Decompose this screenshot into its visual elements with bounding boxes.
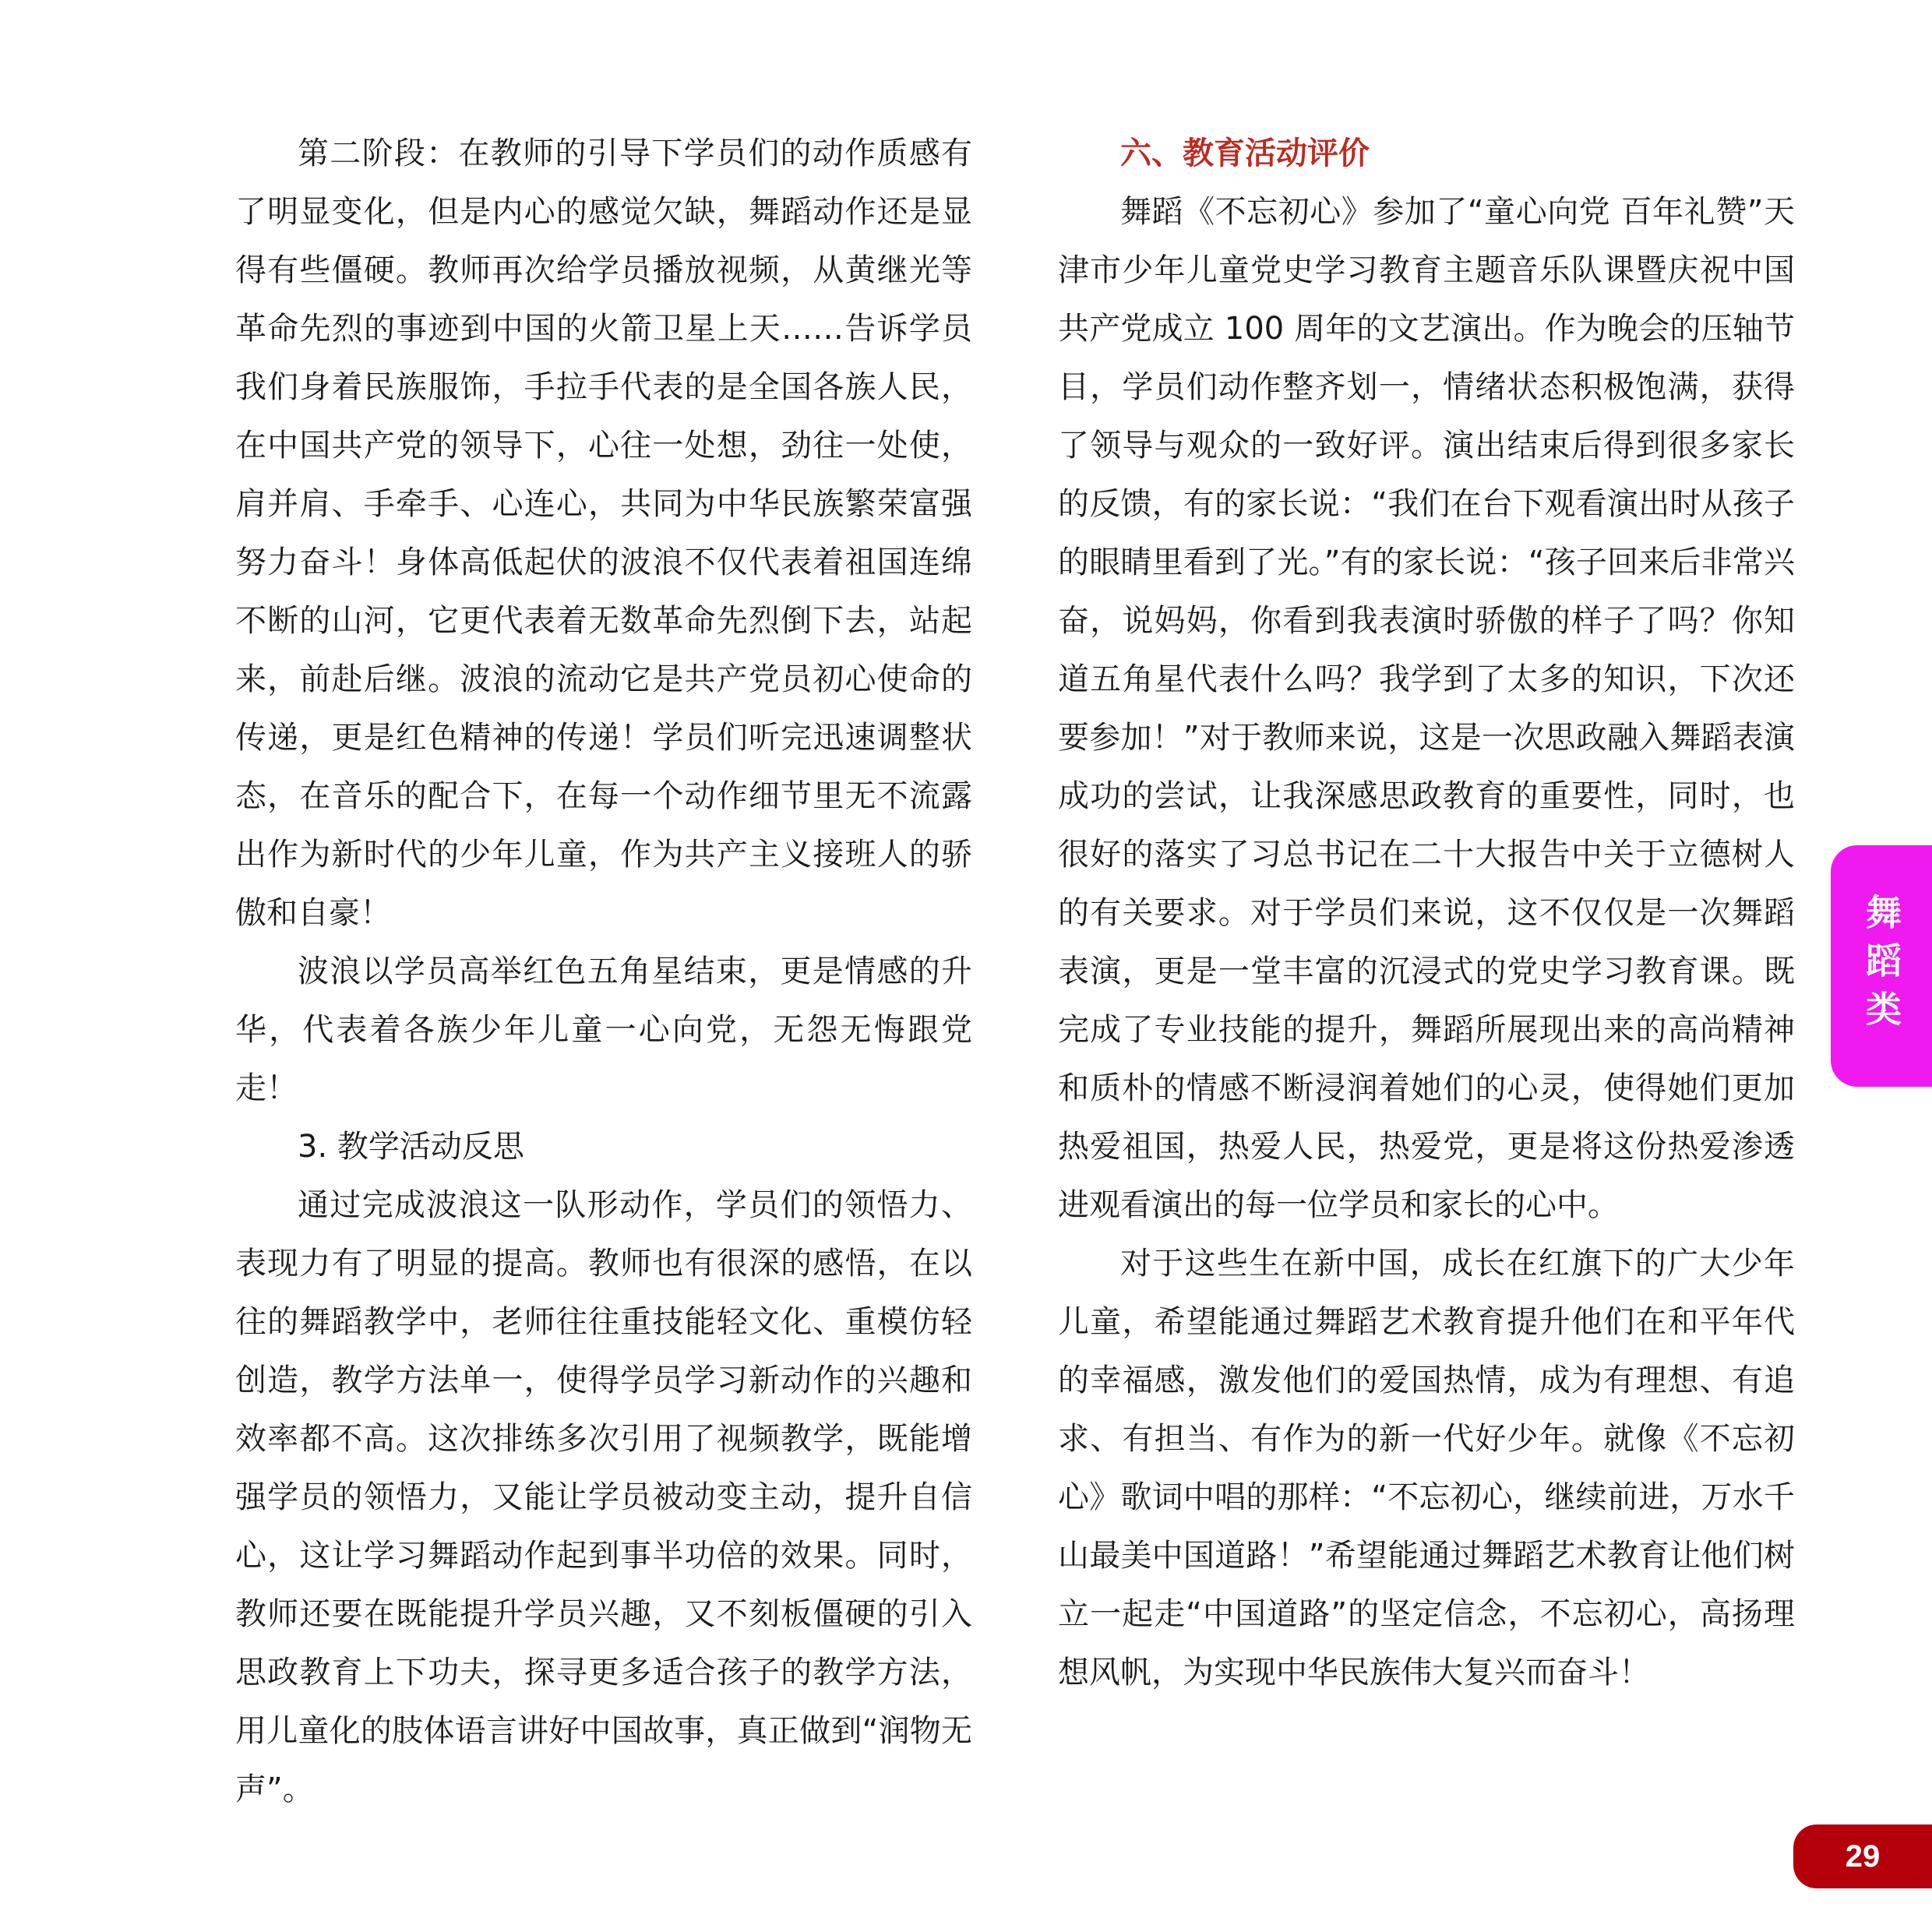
right-column xyxy=(1058,125,1795,1702)
subsection-heading: 3. 教学活动反思 xyxy=(298,1129,524,1165)
section-heading: 六、教育活动评价 xyxy=(1120,136,1370,171)
body-paragraph: 通过完成波浪这一队形动作，学员们的领悟力、表现力有了明显的提高。教师也有很深的感悟，在以往的舞蹈教学中，老师往往重技能轻文化、重模仿轻创造，教学方法单一，使得学员学习新动作的兴趣和效率都不高。这次排练多次引用了视频教学，既能增强学员的领悟力，又能让学员被动变主动，提升自信心，这让学习舞蹈动作起到事半功倍的效果。同时，教师还要在既能提升学员兴趣，又不刻板僵硬的引入思政教育上下功夫，探寻更多适合孩子的教学方法，用儿童化的肢体语言讲好中国故事，真正做到“润物无声”。 xyxy=(235,1187,972,1807)
page-number: 29 xyxy=(1845,1839,1881,1874)
left-column xyxy=(235,125,972,1819)
body-paragraph: 波浪以学员高举红色五角星结束，更是情感的升华，代表着各族少年儿童一心向党，无怨无悔跟党走！ xyxy=(235,954,972,1106)
body-paragraph: 第二阶段：在教师的引导下学员们的动作质感有了明显变化，但是内心的感觉欠缺，舞蹈动作还是显得有些僵硬。教师再次给学员播放视频，从黄继光等革命先烈的事迹到中国的火箭卫星上天……告诉学员我们身着民族服饰，手拉手代表的是全国各族人民，在中国共产党的领导下，心往一处想，劲往一处使，肩并肩、手牵手、心连心，共同为中华民族繁荣富强努力奋斗！身体高低起伏的波浪不仅代表着祖国连绵不断的山河，它更代表着无数革命先烈倒下去，站起来，前赴后继。波浪的流动它是共产党员初心使命的传递，更是红色精神的传递！学员们听完迅速调整状态，在音乐的配合下，在每一个动作细节里无不流露出作为新时代的少年儿童，作为共产主义接班人的骄傲和自豪！ xyxy=(235,136,972,931)
page-number-badge xyxy=(1793,1824,1932,1888)
category-side-tab xyxy=(1831,845,1932,1087)
category-label: 舞蹈类 xyxy=(1860,894,1902,1038)
body-paragraph: 舞蹈《不忘初心》参加了“童心向党 百年礼赞”天津市少年儿童党史学习教育主题音乐队课暨庆祝中国共产党成立 100 周年的文艺演出。作为晚会的压轴节目，学员们动作整齐划一，情绪状态积极饱满，获得了领导与观众的一致好评。演出结束后得到很多家长的反馈，有的家长说：“我们在台下观看演出时从孩子的眼睛里看到了光。”有的家长说：“孩子回来后非常兴奋，说妈妈，你看到我表演时骄傲的样子了吗？你知道五角星代表什么吗？我学到了太多的知识，下次还要参加！”对于教师来说，这是一次思政融入舞蹈表演成功的尝试，让我深感思政教育的重要性，同时，也很好的落实了习总书记在二十大报告中关于立德树人的有关要求。对于学员们来说，这不仅仅是一次舞蹈表演，更是一堂丰富的沉浸式的党史学习教育课。既完成了专业技能的提升，舞蹈所展现出来的高尚精神和质朴的情感不断浸润着她们的心灵，使得她们更加热爱祖国，热爱人民，热爱党，更是将这份热爱渗透进观看演出的每一位学员和家长的心中。 xyxy=(1058,194,1795,1223)
body-paragraph: 对于这些生在新中国，成长在红旗下的广大少年儿童，希望能通过舞蹈艺术教育提升他们在和平年代的幸福感，激发他们的爱国热情，成为有理想、有追求、有担当、有作为的新一代好少年。就像《不忘初心》歌词中唱的那样：“不忘初心，继续前进，万水千山最美中国道路！”希望能通过舞蹈艺术教育让他们树立一起走“中国道路”的坚定信念，不忘初心，高扬理想风帆，为实现中华民族伟大复兴而奋斗！ xyxy=(1058,1246,1795,1690)
